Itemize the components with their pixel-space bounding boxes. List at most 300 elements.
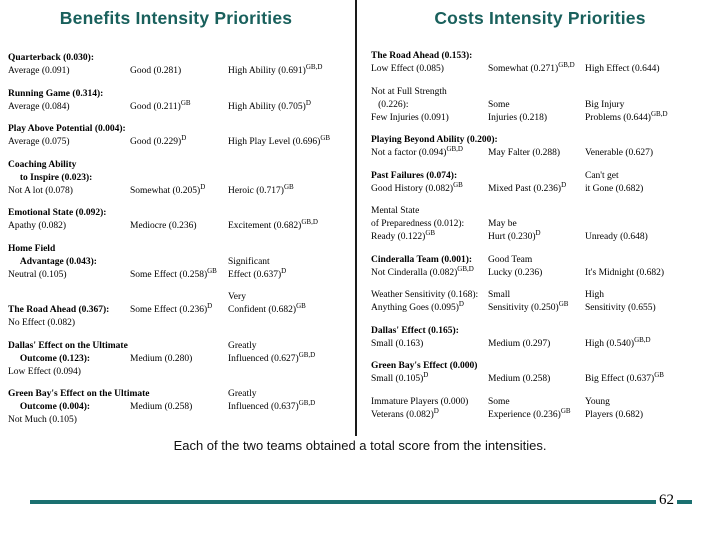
text-line (8, 136, 354, 149)
team-superscript: GB,D (558, 61, 575, 69)
level-value (371, 180, 488, 196)
empty-cell (130, 123, 228, 136)
team-superscript: GB (296, 302, 306, 310)
level-value (488, 338, 585, 351)
level-value (8, 269, 130, 282)
team-superscript: GB (207, 266, 217, 275)
level-text: Young (585, 396, 610, 407)
level-text: Somewhat (0.271) (488, 64, 559, 74)
level-text: Average (0.084) (8, 101, 70, 112)
level-text: High Effect (0.644) (585, 64, 660, 74)
level-text: Some Effect (0.236) (130, 305, 208, 315)
empty-cell (585, 218, 718, 231)
criterion-block (8, 243, 354, 282)
level-text: Advantage (0.043): (8, 256, 97, 267)
costs-column (371, 50, 718, 431)
team-superscript: GB (654, 371, 664, 379)
level-value (228, 182, 354, 198)
level-text: Dallas' Effect on the Ultimate (8, 340, 128, 351)
criterion-block (371, 396, 718, 422)
team-superscript: GB,D (301, 218, 318, 226)
text-line (371, 406, 718, 422)
criterion-block (8, 291, 354, 330)
level-text: Can't get (585, 170, 619, 181)
level-value (585, 231, 718, 244)
level-text: Greatly (228, 389, 257, 399)
page-number: 62 (656, 492, 677, 509)
level-text: Greatly (228, 340, 257, 351)
criterion-block (371, 254, 718, 280)
level-value (488, 99, 585, 112)
level-text: it Gone (0.682) (585, 183, 644, 194)
level-value (585, 373, 718, 386)
level-text: Medium (0.258) (130, 402, 193, 412)
level-value (228, 65, 354, 78)
text-line (8, 366, 354, 379)
level-text: Veterans (0.082) (371, 409, 434, 420)
level-text: High (0.540) (585, 338, 635, 349)
level-text: Influenced (0.637) (228, 402, 299, 412)
empty-cell (488, 325, 585, 338)
level-value (130, 401, 228, 414)
criterion-block (8, 88, 354, 114)
level-value (8, 65, 130, 78)
level-value (8, 136, 130, 149)
level-value (488, 302, 585, 315)
level-text: Injuries (0.218) (488, 112, 548, 123)
criterion-block (371, 325, 718, 351)
level-text: of Preparedness (0.012): (371, 219, 465, 229)
level-text: Immature Players (0.000) (371, 396, 469, 407)
text-line (8, 182, 354, 198)
criterion-block (8, 207, 354, 233)
level-value (228, 388, 354, 401)
level-value (8, 101, 130, 114)
empty-cell (488, 134, 585, 147)
text-line (371, 50, 718, 63)
criterion-block (8, 52, 354, 78)
level-value (371, 264, 488, 280)
vertical-divider (355, 0, 357, 436)
level-value (8, 414, 130, 427)
level-text: Venerable (0.627) (585, 148, 654, 158)
empty-cell (130, 340, 228, 353)
text-line (371, 264, 718, 280)
level-value (371, 289, 488, 302)
level-value (130, 182, 228, 198)
criterion-name (371, 50, 488, 63)
text-line (371, 180, 718, 196)
level-value (130, 304, 228, 317)
level-text: Good (0.211) (130, 101, 181, 112)
level-text: Apathy (0.082) (8, 221, 67, 231)
text-line (371, 254, 718, 267)
team-superscript: D (561, 180, 567, 189)
level-text: Excitement (0.682) (228, 221, 302, 231)
level-text: Anything Goes (0.095) (371, 303, 459, 313)
costs-title: Costs Intensity Priorities (434, 8, 646, 28)
level-value (371, 147, 488, 160)
level-text: Experience (0.236) (488, 409, 561, 420)
text-line (371, 86, 718, 99)
level-value (228, 98, 354, 114)
empty-cell (130, 291, 228, 304)
level-value (371, 63, 488, 76)
level-text: Medium (0.297) (488, 338, 551, 349)
empty-cell (585, 254, 718, 267)
text-line (371, 325, 718, 338)
level-text: (0.226): (371, 99, 409, 110)
level-text: Problems (0.644) (585, 112, 651, 123)
team-superscript: D (423, 371, 429, 379)
level-text: Play Above Potential (0.004): (8, 124, 126, 134)
empty-cell (585, 205, 718, 218)
text-line (371, 147, 718, 160)
level-value (488, 231, 585, 244)
empty-cell (585, 134, 718, 147)
level-text: Cinderalla Team (0.001): (371, 254, 473, 265)
team-superscript: D (305, 98, 311, 107)
criterion-name (8, 52, 130, 65)
level-text: to Inspire (0.023): (8, 172, 93, 183)
level-value (488, 289, 585, 302)
level-value (130, 353, 228, 366)
level-text: No Effect (0.082) (8, 318, 76, 328)
level-value (585, 289, 718, 302)
level-text: High Play Level (0.696) (228, 137, 321, 147)
empty-cell (228, 52, 354, 65)
criterion-name (371, 360, 488, 373)
team-superscript: GB (453, 180, 463, 189)
team-superscript: GB,D (457, 264, 474, 273)
level-value (585, 302, 718, 315)
level-text: Outcome (0.123): (8, 353, 91, 364)
team-superscript: GB (558, 300, 569, 308)
criterion-name (8, 243, 130, 256)
empty-cell (585, 86, 718, 99)
level-text: Unready (0.648) (585, 232, 648, 242)
level-text: Not Much (0.105) (8, 415, 77, 425)
empty-cell (228, 414, 354, 427)
criterion-block (8, 388, 354, 427)
text-line (371, 63, 718, 76)
criterion-name (8, 207, 130, 220)
level-value (228, 291, 354, 304)
level-value (8, 317, 130, 330)
empty-cell (130, 317, 228, 330)
criterion-name (8, 304, 130, 317)
level-text: Average (0.075) (8, 137, 70, 147)
empty-cell (130, 388, 228, 401)
team-superscript: GB,D (634, 335, 651, 344)
team-superscript: D (200, 182, 206, 191)
text-line (8, 317, 354, 330)
text-line (8, 256, 354, 269)
criterion-name (8, 88, 130, 101)
level-text: Not at Full Strength (371, 86, 447, 97)
level-value (488, 180, 585, 196)
criterion-name (371, 134, 498, 147)
text-line (371, 205, 718, 218)
team-superscript: GB (320, 134, 331, 142)
level-text: Some (488, 99, 510, 110)
level-text: Effect (0.637) (228, 269, 282, 280)
text-line (371, 335, 718, 351)
level-text: Home Field (8, 243, 56, 254)
empty-cell (228, 159, 354, 172)
criterion-name (8, 388, 150, 401)
text-line (371, 289, 718, 302)
level-value (371, 205, 488, 218)
team-superscript: D (458, 300, 464, 308)
level-text: It's Midnight (0.682) (585, 267, 665, 278)
text-line (371, 109, 718, 125)
criterion-block (371, 134, 718, 160)
level-text: High (585, 290, 604, 300)
level-value (488, 406, 585, 422)
text-line (8, 401, 354, 414)
level-text: Small (0.163) (371, 338, 424, 349)
empty-cell (130, 366, 228, 379)
level-value (8, 220, 130, 233)
level-text: Coaching Ability (8, 159, 77, 170)
level-value (488, 373, 585, 386)
level-text: Medium (0.280) (130, 353, 193, 364)
level-text: Past Failures (0.074): (371, 170, 458, 181)
empty-cell (228, 123, 354, 136)
benefits-column (8, 52, 354, 437)
level-value (585, 396, 718, 409)
level-text: Mental State (371, 206, 420, 216)
criterion-block (371, 170, 718, 196)
criterion-block (371, 50, 718, 76)
text-line (8, 159, 354, 172)
level-text: Players (0.682) (585, 409, 644, 420)
criterion-name (371, 170, 488, 183)
level-text: The Road Ahead (0.367): (8, 305, 110, 315)
level-text: Some (488, 396, 510, 407)
level-value (585, 147, 718, 160)
level-value (228, 401, 354, 414)
criterion-name (8, 340, 130, 353)
level-text: Not A lot (0.078) (8, 185, 73, 196)
empty-cell (228, 317, 354, 330)
level-text: Small (0.105) (371, 374, 424, 384)
level-value (488, 147, 585, 160)
level-value (371, 231, 488, 244)
level-text: The Road Ahead (0.153): (371, 51, 473, 61)
empty-cell (130, 414, 228, 427)
text-line (8, 220, 354, 233)
criterion-block (371, 360, 718, 386)
criterion-block (371, 205, 718, 244)
level-text: Good History (0.082) (371, 183, 454, 194)
level-text: High Ability (0.691) (228, 66, 306, 76)
level-text: Mediocre (0.236) (130, 221, 197, 231)
criterion-name (8, 123, 130, 136)
criterion-name (8, 159, 130, 172)
level-text: Not a factor (0.094) (371, 148, 447, 158)
level-value (371, 302, 488, 315)
level-text: Confident (0.682) (228, 305, 297, 315)
text-line (371, 373, 718, 386)
text-line (371, 170, 718, 183)
level-value (130, 220, 228, 233)
level-value (228, 220, 354, 233)
level-text: Sensitivity (0.655) (585, 303, 656, 313)
level-text: Running Game (0.314): (8, 88, 104, 99)
level-value (371, 406, 488, 422)
team-superscript: D (207, 302, 213, 310)
text-line (371, 134, 718, 147)
empty-cell (130, 88, 228, 101)
level-value (488, 63, 585, 76)
level-text: Good (0.229) (130, 137, 182, 147)
empty-cell (585, 360, 718, 373)
level-value (130, 65, 228, 78)
level-text: Some Effect (0.258) (130, 269, 208, 280)
level-text: Emotional State (0.092): (8, 208, 107, 218)
level-text: Heroic (0.717) (228, 185, 284, 196)
empty-cell (488, 170, 585, 183)
level-text: Very (228, 292, 246, 302)
level-text: Mixed Past (0.236) (488, 183, 562, 194)
level-value (488, 254, 585, 267)
text-line (8, 266, 354, 282)
text-line (371, 218, 718, 231)
level-value (371, 396, 488, 409)
level-text: Big Injury (585, 99, 625, 110)
level-text: Low Effect (0.094) (8, 366, 81, 377)
team-superscript: GB,D (446, 145, 463, 153)
level-text: Not Cinderalla (0.082) (371, 267, 458, 278)
team-superscript: D (535, 229, 541, 237)
level-value (228, 350, 354, 366)
criterion-block (371, 289, 718, 315)
level-text: Dallas' Effect (0.165): (371, 325, 459, 336)
empty-cell (130, 243, 228, 256)
level-text: Significant (228, 256, 270, 267)
team-superscript: GB,D (650, 109, 668, 118)
empty-cell (228, 366, 354, 379)
level-value (585, 170, 718, 183)
bottom-rule (30, 500, 692, 504)
text-line (371, 396, 718, 409)
team-superscript: GB (425, 229, 436, 237)
level-value (130, 136, 228, 149)
level-value (371, 338, 488, 351)
level-text: Green Bay's Effect (0.000) (371, 361, 478, 371)
criterion-block (8, 340, 354, 379)
text-line (371, 231, 718, 244)
empty-cell (130, 159, 228, 172)
level-text: Ready (0.122) (371, 232, 426, 242)
team-superscript: GB,D (305, 63, 323, 71)
level-text: High Ability (0.705) (228, 101, 306, 112)
text-line (371, 302, 718, 315)
level-value (130, 266, 228, 282)
level-value (585, 335, 718, 351)
level-value (371, 86, 488, 99)
criterion-name (8, 256, 130, 269)
empty-cell (488, 360, 585, 373)
level-text: May be (488, 219, 517, 229)
criterion-name (8, 401, 130, 414)
level-value (371, 373, 488, 386)
empty-cell (8, 291, 130, 304)
criterion-name (8, 353, 130, 366)
level-value (130, 98, 228, 114)
text-line (8, 414, 354, 427)
team-superscript: D (433, 406, 439, 415)
empty-cell (130, 52, 228, 65)
slide-caption: Each of the two teams obtained a total score from the intensities. (173, 438, 547, 453)
text-line (8, 243, 354, 256)
criterion-block (8, 123, 354, 149)
criterion-name (371, 325, 488, 338)
empty-cell (585, 325, 718, 338)
level-value (228, 266, 354, 282)
level-text: Few Injuries (0.091) (371, 112, 449, 123)
level-text: Average (0.091) (8, 66, 70, 76)
empty-cell (228, 207, 354, 220)
level-value (585, 183, 718, 196)
level-value (8, 366, 130, 379)
team-superscript: GB (560, 406, 571, 415)
empty-cell (130, 172, 228, 185)
level-value (371, 112, 488, 125)
level-value (488, 267, 585, 280)
team-superscript: D (181, 134, 187, 142)
team-superscript: D (281, 266, 287, 275)
level-value (585, 109, 718, 125)
level-text: Playing Beyond Ability (0.200): (371, 135, 498, 145)
empty-cell (130, 207, 228, 220)
level-value (585, 409, 718, 422)
text-line (8, 304, 354, 317)
level-value (228, 304, 354, 317)
level-value (585, 63, 718, 76)
level-text: Quarterback (0.030): (8, 53, 95, 63)
criterion-block (371, 86, 718, 125)
level-value (228, 256, 354, 269)
text-line (8, 98, 354, 114)
text-line (8, 350, 354, 366)
empty-cell (488, 205, 585, 218)
empty-cell (488, 86, 585, 99)
team-superscript: GB (283, 182, 294, 191)
level-text: Neutral (0.105) (8, 269, 67, 280)
level-text: Green Bay's Effect on the Ultimate (8, 389, 150, 399)
level-text: Outcome (0.004): (8, 402, 91, 412)
level-text: Small (488, 290, 511, 300)
text-line (8, 172, 354, 185)
level-text: Medium (0.258) (488, 374, 551, 384)
level-value (371, 99, 488, 112)
level-text: Sensitivity (0.250) (488, 303, 559, 313)
team-superscript: GB,D (298, 350, 316, 359)
level-text: Somewhat (0.205) (130, 185, 201, 196)
level-value (488, 112, 585, 125)
empty-cell (585, 50, 718, 63)
level-text: Lucky (0.236) (488, 267, 543, 278)
empty-cell (228, 243, 354, 256)
level-text: May Falter (0.288) (488, 148, 561, 158)
criterion-block (8, 159, 354, 198)
text-line (8, 52, 354, 65)
level-value (585, 267, 718, 280)
empty-cell (228, 88, 354, 101)
